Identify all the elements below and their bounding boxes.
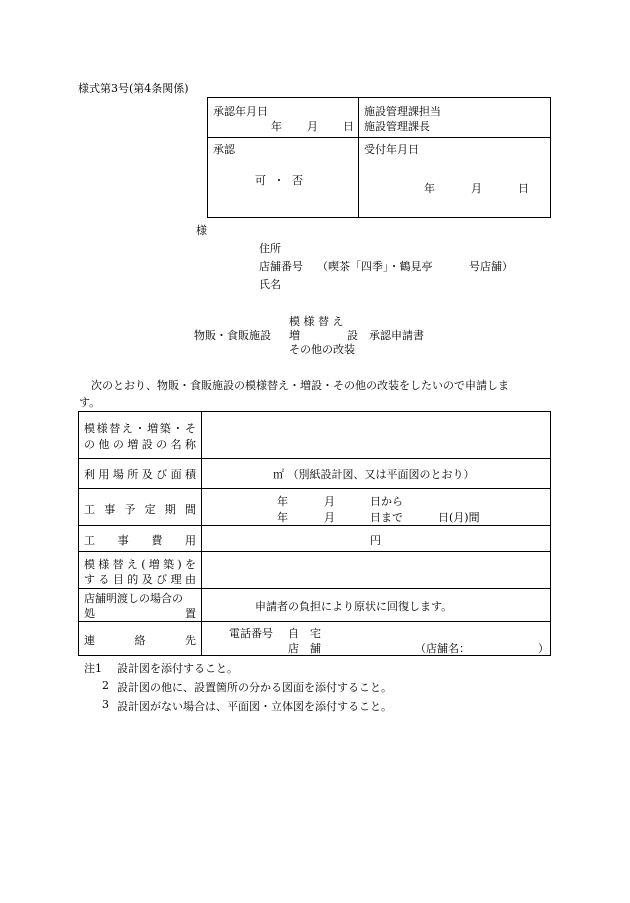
title-option-2b: 設: [347, 329, 358, 342]
note-1-num: 注1: [84, 662, 102, 675]
address-label: 住所: [259, 242, 281, 255]
table-row-divider: [78, 621, 551, 622]
staff-title-2: 施設管理課長: [364, 120, 430, 133]
note-2-text: 設計図の他に、設置箇所の分かる図面を添付すること。: [117, 681, 392, 694]
title-suffix: 承認申請書: [369, 329, 424, 342]
staff-title-1: 施設管理課担当: [364, 105, 441, 118]
row1-label-line1: 模様替え・増築・そ: [84, 422, 196, 435]
approval-box-divider-v: [358, 97, 359, 218]
approval-date-month: 月: [307, 120, 318, 133]
name-label: 氏名: [259, 278, 281, 291]
row3-line2-month: 月: [324, 511, 335, 524]
received-date-label: 受付年月日: [364, 143, 419, 156]
table-row-divider: [78, 458, 551, 459]
store-number-text: （喫茶「四季」・鶴見亭: [317, 260, 433, 273]
row6-value: 申請者の負担により原状に回復します。: [255, 600, 453, 613]
table-label-divider: [201, 411, 202, 656]
title-option-2a: 増: [289, 329, 300, 342]
store-number-label: 店舗番号: [259, 260, 303, 273]
title-option-1: 模 様 替 え: [289, 315, 344, 328]
row3-line1-from: 日から: [370, 495, 403, 508]
row3-line2-until: 日まで: [370, 511, 403, 524]
approval-date-year: 年: [271, 120, 282, 133]
row3-line1-year: 年: [277, 495, 288, 508]
approval-choice: 可 ・ 否: [255, 174, 305, 187]
row7-store: 店 舗: [288, 642, 321, 655]
row7-home: 自 宅: [288, 627, 321, 640]
form-number: 様式第3号(第4条関係): [78, 82, 189, 95]
table-row-divider: [78, 525, 551, 526]
row2-value: ㎡ （別紙設計図、又は平面図のとおり）: [273, 468, 475, 481]
row3-line2-year: 年: [277, 511, 288, 524]
received-date-month: 月: [471, 182, 482, 195]
table-row-divider: [78, 551, 551, 552]
table-row-divider: [78, 588, 551, 589]
row5-label-line2: する目的及び理由: [84, 573, 196, 586]
table-row-divider: [78, 488, 551, 489]
title-option-3: その他の改装: [289, 343, 355, 356]
title-prefix: 物販・食販施設: [194, 329, 271, 342]
row7-store-name: （店舗名：: [415, 642, 470, 655]
row7-label: 連絡先: [84, 634, 196, 647]
approval-date-label: 承認年月日: [213, 105, 268, 118]
note-1-text: 設計図を添付すること。: [117, 662, 238, 675]
intro-line-1: 次のとおり、物販・食販施設の模様替え・増設・その他の改装をしたいので申請しま: [91, 379, 509, 392]
row5-label-line1: 模様替え(増築)を: [84, 558, 196, 571]
note-3-num: 3: [102, 698, 109, 711]
row2-label: 利用場所及び面積: [84, 468, 196, 481]
row1-label-line2: の他の増設の名称: [84, 438, 196, 451]
received-date-year: 年: [424, 182, 435, 195]
row6-label-line1: 店舗明渡しの場合の: [84, 592, 183, 605]
intro-line-2: す。: [79, 396, 101, 409]
row4-value: 円: [370, 534, 381, 547]
approval-date-day: 日: [343, 120, 354, 133]
approval-box-divider-h: [207, 137, 551, 138]
row3-line1-month: 月: [324, 495, 335, 508]
row4-label: 工事費用: [84, 534, 196, 547]
addressee-suffix: 様: [196, 224, 207, 237]
row3-label: 工事予定期間: [84, 503, 196, 516]
note-3-text: 設計図がない場合は、平面図・立体図を添付すること。: [117, 700, 392, 713]
note-2-num: 2: [102, 679, 109, 692]
row7-phone-label: 電話番号: [229, 627, 273, 640]
row7-close: ）: [538, 642, 549, 655]
row3-line2-days: 日(月)間: [438, 511, 480, 524]
store-number-suffix: 号店舗）: [469, 260, 513, 273]
row6-label-line2: 処置: [84, 607, 196, 620]
approval-label: 承認: [213, 143, 235, 156]
received-date-day: 日: [518, 182, 529, 195]
